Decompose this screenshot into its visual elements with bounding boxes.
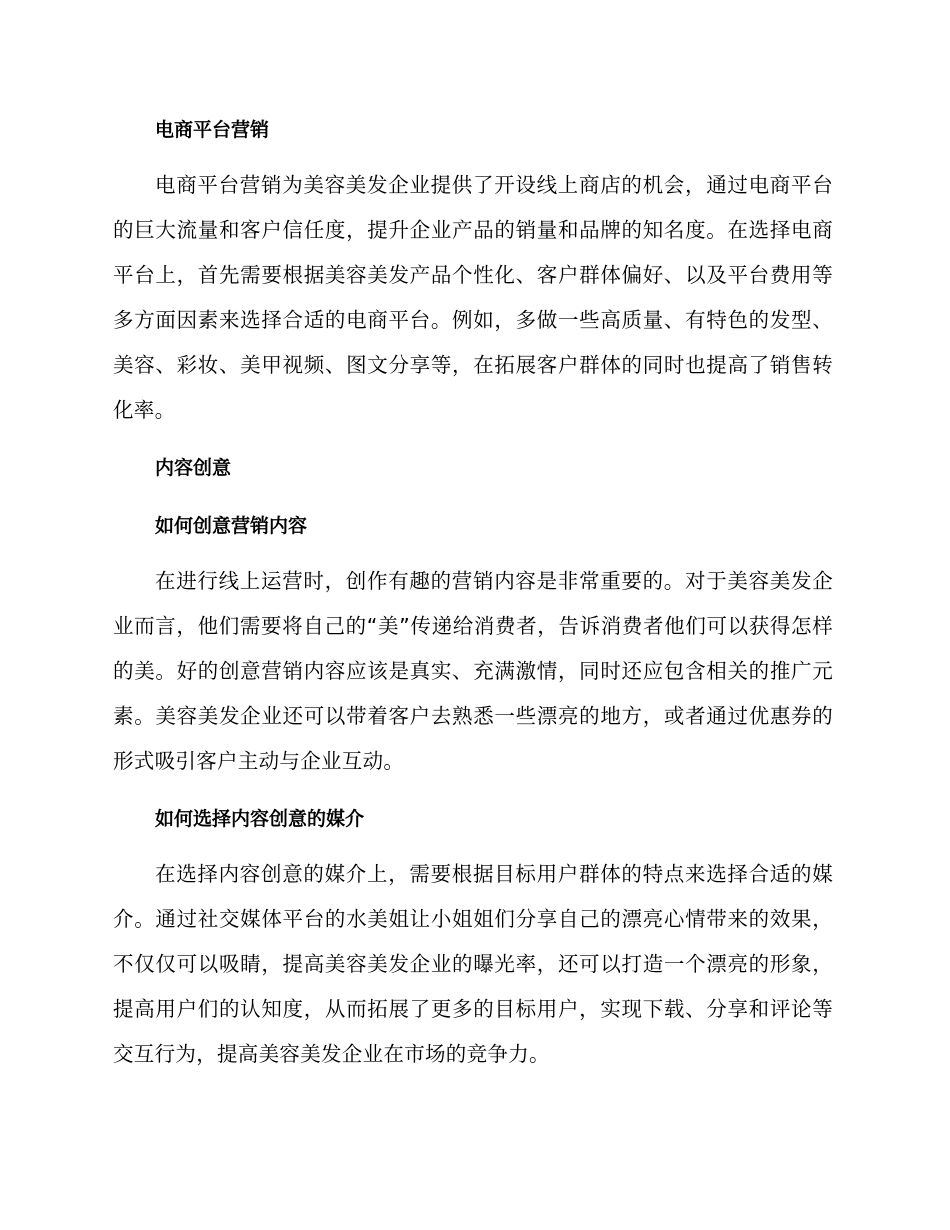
section-heading-ecommerce-marketing: 电商平台营销 <box>155 119 270 141</box>
paragraph-ecommerce-marketing: 电商平台营销为美容美发企业提供了开设线上商店的机会，通过电商平台的巨大流量和客户信任度，提升企业产品的销量和品牌的知名度。在选择电商平台上，首先需要根据美容美发产品个性化、客户群体偏好、以及平台费用等多方面因素来选择合适的电商平台。例如，多做一些高质量、有特色的发型、美容、彩妆、美甲视频、图文分享等，在拓展客户群体的同时也提高了销售转化率。 <box>113 173 833 422</box>
section-heading-choose-media: 如何选择内容创意的媒介 <box>155 808 365 830</box>
document-body <box>113 112 833 1077</box>
section-heading-content-creativity: 内容创意 <box>155 457 232 479</box>
section-heading-how-to-create-content: 如何创意营销内容 <box>155 515 308 537</box>
paragraph-choose-media: 在选择内容创意的媒介上，需要根据目标用户群体的特点来选择合适的媒介。通过社交媒体平台的水美姐让小姐姐们分享自己的漂亮心情带来的效果，不仅仅可以吸睛，提高美容美发企业的曝光率，还可以打造一个漂亮的形象，提高用户们的认知度，从而拓展了更多的目标用户，实现下载、分享和评论等交互行为，提高美容美发企业在市场的竞争力。 <box>113 862 833 1066</box>
paragraph-how-to-create-content: 在进行线上运营时，创作有趣的营销内容是非常重要的。对于美容美发企业而言，他们需要将自己的“美”传递给消费者，告诉消费者他们可以获得怎样的美。好的创意营销内容应该是真实、充满激情，同时还应包含相关的推广元素。美容美发企业还可以带着客户去熟悉一些漂亮的地方，或者通过优惠券的形式吸引客户主动与企业互动。 <box>113 569 833 773</box>
